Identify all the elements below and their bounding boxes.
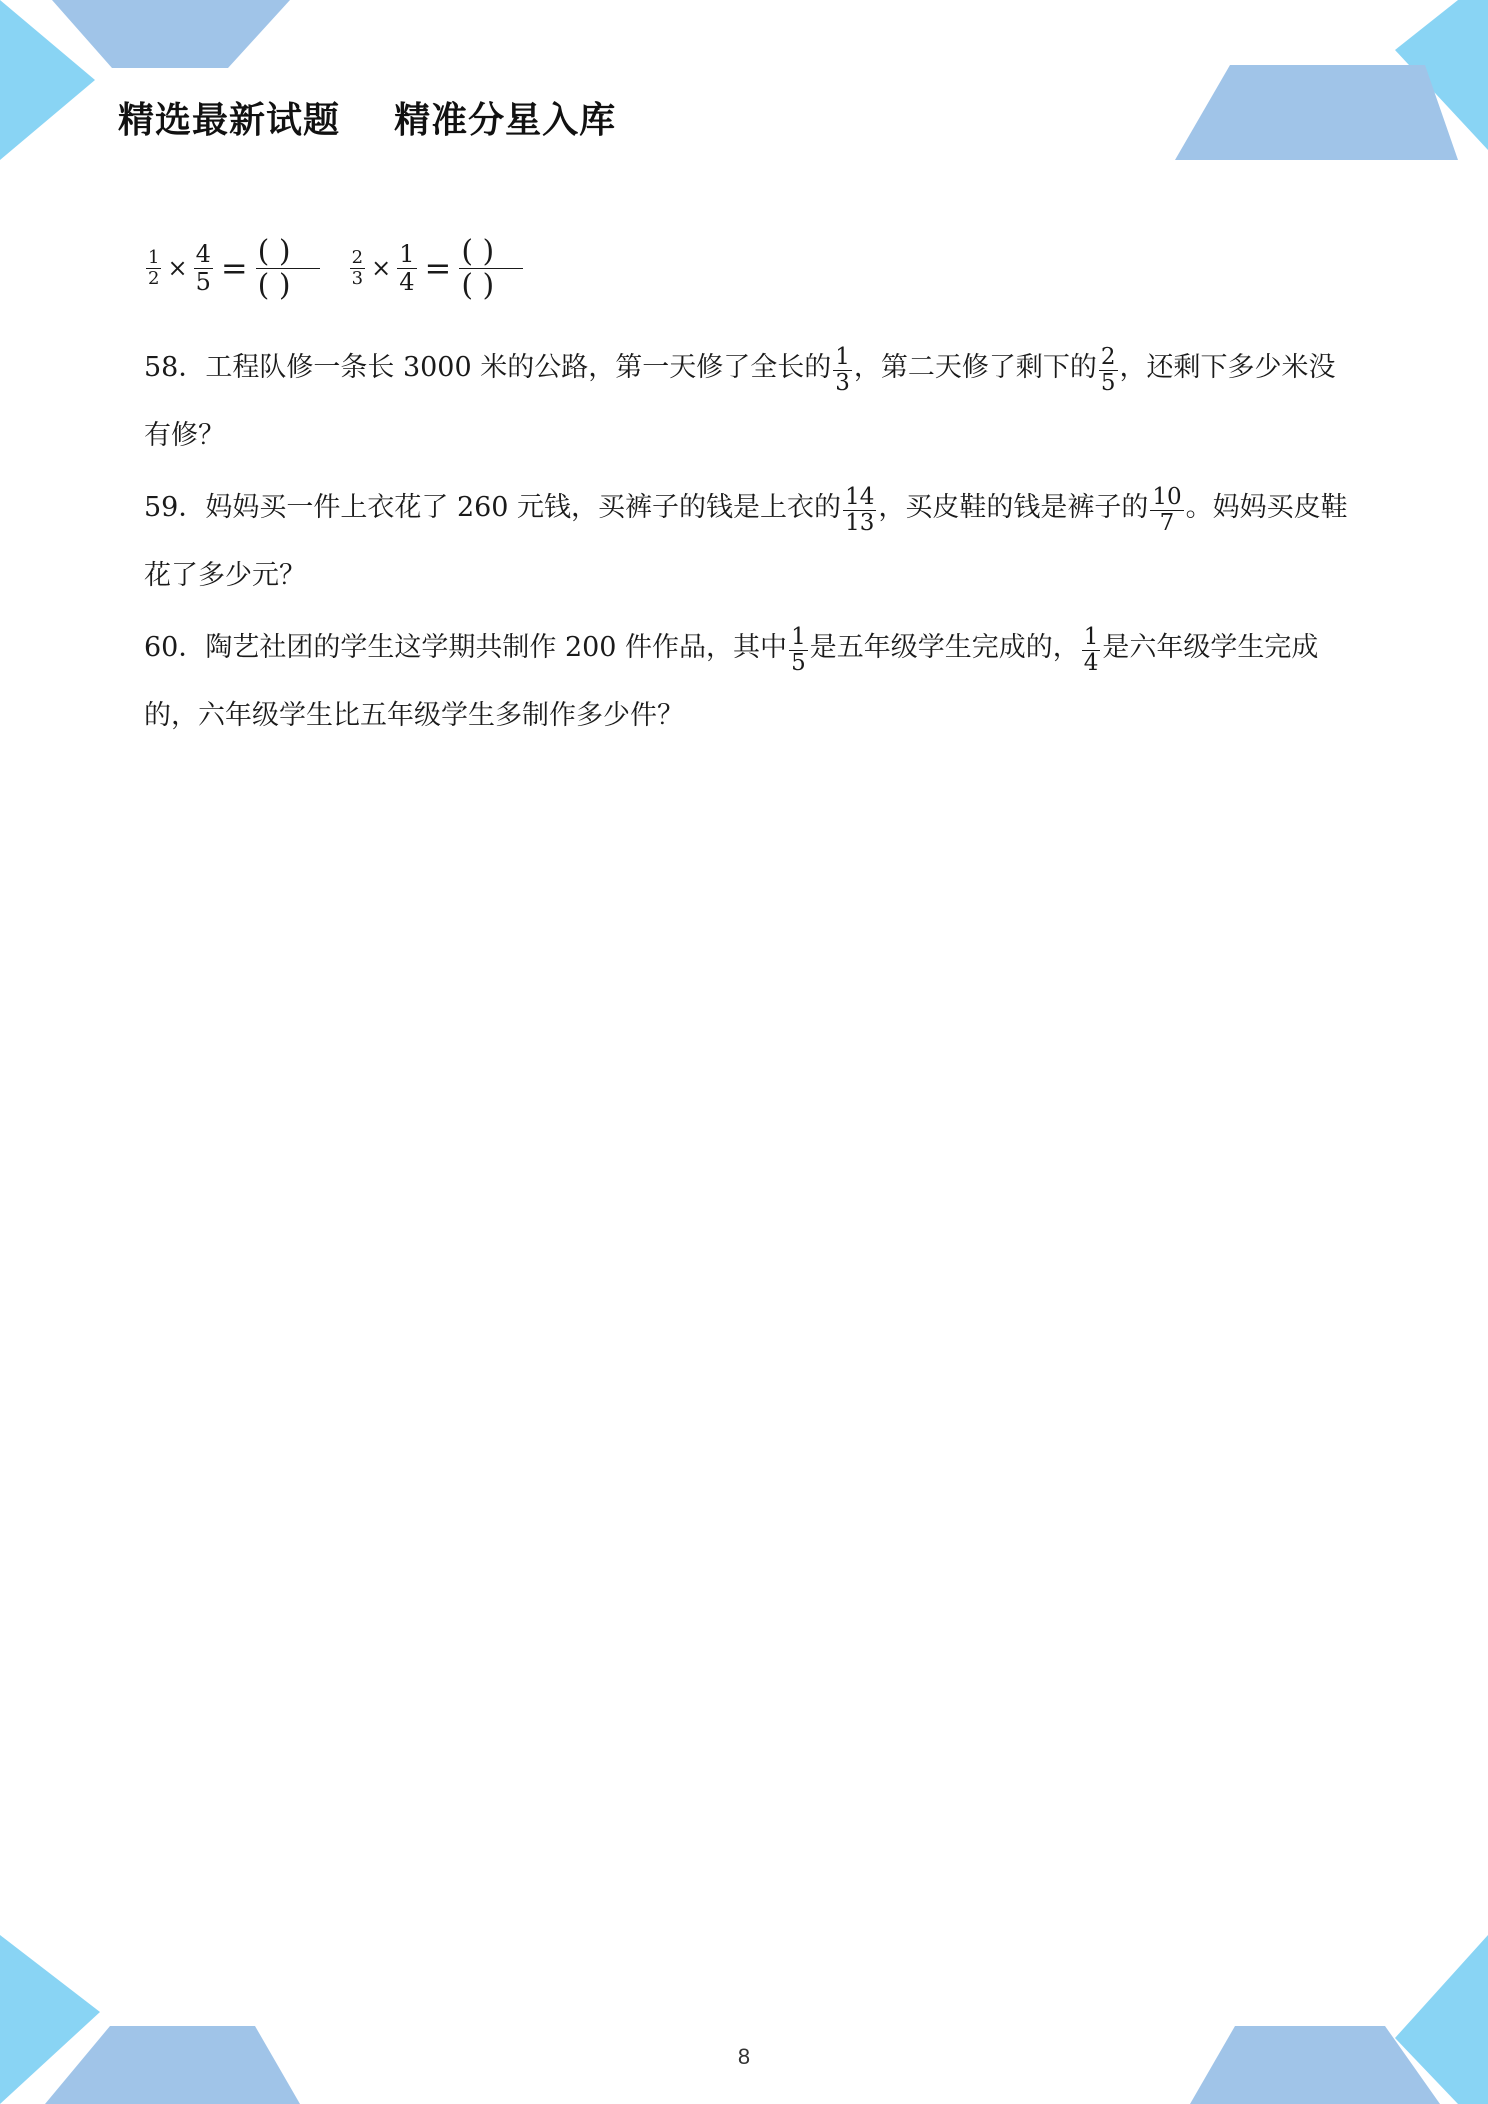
expression-1 xyxy=(144,235,322,302)
denominator: 2 xyxy=(148,267,160,289)
numerator: 2 xyxy=(351,246,364,268)
top-left-trapezoid xyxy=(52,0,290,68)
denominator: 4 xyxy=(1083,650,1099,676)
multiply-sign: × xyxy=(167,254,188,282)
top-right-trapezoid xyxy=(1175,65,1458,160)
fraction xyxy=(397,241,416,295)
fraction xyxy=(1150,485,1183,537)
answer-blank-numerator: ( ) xyxy=(256,235,320,269)
problem-60 xyxy=(144,614,1354,750)
denominator: 5 xyxy=(1100,370,1116,396)
denominator: 7 xyxy=(1159,510,1175,536)
problem-number: 58． xyxy=(144,352,206,383)
page-number: 8 xyxy=(737,2044,751,2069)
denominator: 3 xyxy=(351,267,364,289)
bottom-left-triangle xyxy=(0,1935,100,2104)
fraction xyxy=(843,485,876,537)
answer-blank-fraction xyxy=(459,235,523,302)
problem-text: 妈妈买一件上衣花了 260 元钱，买裤子的钱是上衣的 xyxy=(205,492,842,523)
problem-59 xyxy=(144,474,1354,610)
problem-number: 59． xyxy=(144,492,206,523)
answer-blank-denominator: ( ) xyxy=(461,267,495,303)
expression-2 xyxy=(348,235,526,302)
problem-text: ，第二天修了剩下的 xyxy=(853,352,1097,383)
answer-blank-denominator: ( ) xyxy=(257,267,291,303)
problem-number: 60． xyxy=(144,632,206,663)
denominator: 5 xyxy=(791,650,806,676)
answer-blank-numerator: ( ) xyxy=(459,235,523,269)
problem-text: 陶艺社团的学生这学期共制作 200 件作品，其中 xyxy=(205,632,788,663)
numerator: 4 xyxy=(195,240,211,269)
fraction xyxy=(350,248,365,289)
answer-blank-fraction xyxy=(256,235,320,302)
problem-text: ，还剩下多少米没有修？ xyxy=(144,352,1336,451)
fraction-multiplication-line xyxy=(144,228,1354,308)
problem-58 xyxy=(144,334,1354,470)
fraction xyxy=(833,345,852,397)
problem-text: 是五年级学生完成的， xyxy=(809,632,1080,663)
multiply-sign: × xyxy=(371,254,392,282)
fraction xyxy=(146,248,161,289)
problem-text: 。妈妈买皮鞋花了多少元？ xyxy=(144,492,1348,591)
problem-text: ，买皮鞋的钱是裤子的 xyxy=(878,492,1149,523)
denominator: 4 xyxy=(399,267,415,296)
problem-text: 是六年级学生完成的，六年级学生比五年级学生多制作多少件？ xyxy=(144,632,1319,731)
bottom-right-triangle xyxy=(1395,1935,1488,2104)
top-left-triangle xyxy=(0,0,95,160)
denominator: 13 xyxy=(845,510,875,536)
denominator: 5 xyxy=(195,267,211,296)
top-right-triangle xyxy=(1395,0,1488,150)
numerator: 14 xyxy=(845,483,875,510)
fraction xyxy=(1099,345,1118,397)
numerator: 1 xyxy=(148,246,160,268)
fraction xyxy=(194,241,213,295)
problem-text: 工程队修一条长 3000 米的公路，第一天修了全长的 xyxy=(205,352,832,383)
worksheet-content xyxy=(144,228,1354,750)
numerator: 10 xyxy=(1152,483,1182,510)
numerator: 1 xyxy=(399,240,415,269)
numerator: 1 xyxy=(835,343,850,370)
header-title: 精选最新试题 精准分星入库 xyxy=(118,100,617,141)
equals-sign: = xyxy=(424,249,452,287)
numerator: 1 xyxy=(791,623,806,650)
fraction xyxy=(1082,625,1101,677)
fraction xyxy=(789,625,808,677)
equals-sign: = xyxy=(220,249,248,287)
denominator: 3 xyxy=(835,370,850,396)
numerator: 2 xyxy=(1100,343,1116,370)
numerator: 1 xyxy=(1083,623,1099,650)
